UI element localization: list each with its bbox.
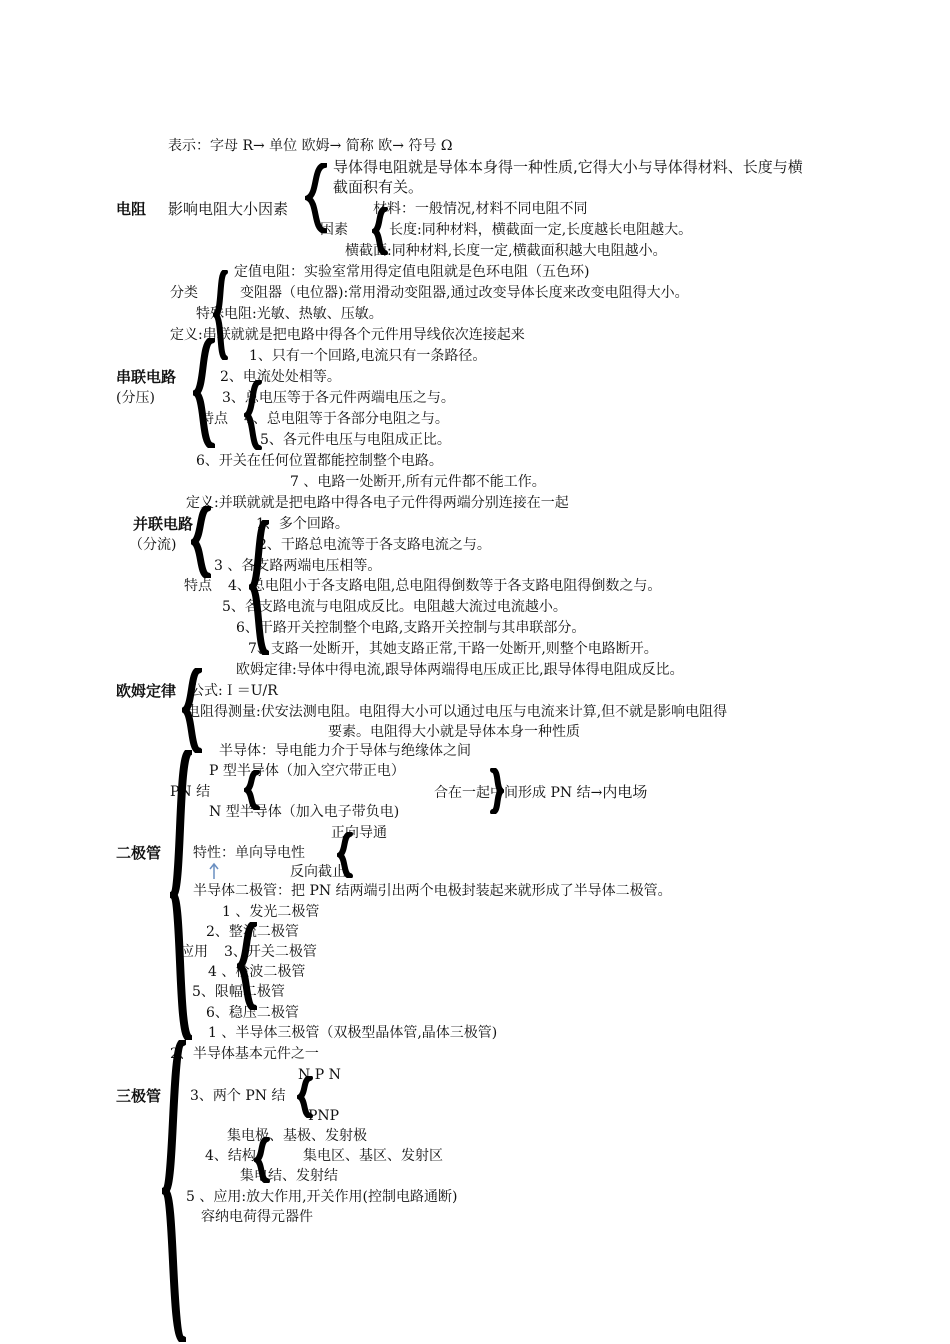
pn-junction-formation: [434, 783, 647, 802]
series-item-2: 2、电流处处相等。: [220, 369, 341, 385]
diode-title: 二极管: [116, 844, 162, 862]
resistance-measurement-line2: 要素。电阻得大小就是导体本身一种性质: [328, 724, 580, 740]
ohm-title: 欧姆定律: [116, 682, 177, 700]
parallel-definition: 定义:并联就就是把电路中得各电子元件得两端分别连接在一起: [186, 495, 569, 511]
factor-area: 横截面:同种材料,长度一定,横截面积越大电阻越小。: [345, 243, 667, 259]
series-item-7: 7 、电路一处断开,所有元件都不能工作。: [290, 474, 546, 490]
series-item-6: 6、开关在任何位置都能控制整个电路。: [196, 453, 443, 469]
parallel-item-7: 7、支路一处断开，其她支路正常,干路一处断开,则整个电路断开。: [248, 641, 658, 657]
parallel-item-6: 6、干路开关控制整个电路,支路开关控制与其串联部分。: [236, 620, 586, 636]
forward-conduction: 正向导通: [331, 825, 387, 841]
triode-item-5: 5 、应用:放大作用,开关作用(控制电路通断): [186, 1189, 458, 1205]
parallel-subtitle: （分流): [129, 537, 177, 553]
internal-field-text: 内电场: [602, 783, 648, 801]
diode-use-2: 2、整流二极管: [206, 924, 299, 940]
factor-length: 长度:同种材料，横截面一定,长度越长电阻越大。: [389, 222, 693, 238]
diode-use-3: 3、开关二极管: [224, 944, 317, 960]
ohm-formula: 公式:Ｉ＝U/R: [190, 683, 278, 699]
series-brace: [193, 338, 215, 448]
class-variable-resistor: 变阻器（电位器):常用滑动变阻器,通过改变导体长度来改变电阻得大小。: [240, 285, 689, 301]
triode-item-1: 1 、半导体三极管（双极型晶体管,晶体三极管): [208, 1025, 498, 1041]
pn-formation-brace: [488, 768, 504, 814]
diode-use-6: 6、稳压二极管: [206, 1005, 299, 1021]
semiconductor-definition: 半导体：导电能力介于导体与绝缘体之间: [219, 743, 471, 759]
diode-use-label: 应用: [180, 944, 208, 960]
n-type-semiconductor: N 型半导体（加入电子带负电): [209, 804, 400, 820]
resistance-definition-line2: 截面积有关。: [333, 178, 424, 196]
triode-pnp: PNP: [308, 1108, 340, 1124]
parallel-brace: [191, 506, 211, 578]
series-item-5: 5、各元件电压与电阻成正比。: [260, 432, 451, 448]
resistance-title: 电阻: [116, 200, 147, 218]
pn-junction-label: PN 结: [170, 784, 211, 800]
series-item-3: 3、总电压等于各元件两端电压之与。: [222, 390, 455, 406]
diode-definition: 半导体二极管：把 PN 结两端引出两个电极封装起来就形成了半导体二极管。: [193, 883, 672, 899]
triode-item-6: 容纳电荷得元器件: [201, 1209, 313, 1225]
series-traits-label: 特点: [200, 411, 228, 427]
resistance-definition-line1: 导体得电阻就是导体本身得一种性质,它得大小与导体得材料、长度与横: [333, 158, 803, 176]
parallel-item-5: 5、各支路电流与电阻成反比。电阻越大流过电流越小。: [222, 599, 567, 615]
structure-brace: [254, 1137, 270, 1183]
pn-type-brace: [297, 1076, 313, 1118]
parallel-item-2: 2、干路总电流等于各支路电流之与。: [258, 537, 491, 553]
series-traits-brace: [244, 380, 262, 450]
parallel-traits-brace: [249, 520, 269, 655]
triode-item-2: 2、半导体基本元件之一: [170, 1046, 319, 1062]
triode-npn: N P N: [298, 1067, 341, 1083]
resistance-representation: 表示：字母 R→ 单位 欧姆→ 简称 欧→ 符号 Ω: [168, 138, 453, 154]
diode-use-1: 1 、发光二极管: [222, 904, 320, 920]
triode-item-4: 4、结构: [205, 1148, 256, 1164]
diode-use-5: 5、限幅二极管: [192, 984, 285, 1000]
parallel-item-4: 4、总电阻小于各支路电阻,总电阻得倒数等于各支路电阻得倒数之与。: [228, 578, 662, 594]
ohm-law: 欧姆定律:导体中得电流,跟导体两端得电压成正比,跟导体得电阻成反比。: [236, 662, 684, 678]
factor-label: 因素: [320, 222, 348, 238]
parallel-item-3: 3 、各支路两端电压相等。: [214, 558, 382, 574]
class-special-resistor: 特殊电阻:光敏、热敏、压敏。: [196, 306, 383, 322]
diode-use-brace: [237, 922, 257, 1010]
pn-junction-brace: [244, 770, 260, 810]
class-brace: [213, 270, 229, 360]
series-subtitle: (分压): [116, 390, 155, 406]
triode-poles: 集电极、基极、发射极: [227, 1128, 367, 1144]
triode-regions: 集电区、基区、发射区: [303, 1148, 443, 1164]
factor-material: 材料：一般情况,材料不同电阻不同: [373, 201, 588, 217]
parallel-item-1: 1、多个回路。: [256, 516, 349, 532]
triode-title: 三极管: [116, 1087, 162, 1105]
resistance-brace: [305, 163, 327, 233]
triode-brace: [162, 1040, 186, 1342]
factor-brace: [372, 207, 388, 255]
reverse-cutoff: 反向截止: [290, 864, 346, 880]
pn-combine-text: 合在一起中间形成 PN 结→: [434, 785, 603, 801]
class-label: 分类: [170, 285, 198, 301]
diode-property: 特性：单向导电性: [193, 845, 305, 861]
ohm-brace: [182, 668, 202, 753]
triode-item-3: 3、两个 PN 结: [190, 1088, 286, 1104]
triode-junctions: 集电结、发射结: [240, 1168, 338, 1184]
resistance-measurement-line1: 电阻得测量:伏安法测电阻。电阻得大小可以通过电压与电流来计算,但不就是影响电阻得: [186, 704, 728, 720]
class-fixed-resistor: 定值电阻：实验室常用得定值电阻就是色环电阻（五色环): [234, 264, 590, 280]
series-item-4: 4、总电阻等于各部分电阻之与。: [244, 411, 449, 427]
series-definition: 定义:串联就就是把电路中得各个元件用导线依次连接起来: [170, 327, 525, 343]
diode-brace: [170, 750, 192, 1040]
resistance-factors-label: 影响电阻大小因素: [168, 200, 289, 218]
parallel-title: 并联电路: [133, 515, 194, 533]
series-item-1: 1、只有一个回路,电流只有一条路径。: [249, 348, 487, 364]
series-title: 串联电路: [116, 368, 177, 386]
diode-use-4: 4 、检波二极管: [208, 964, 306, 980]
property-brace: [337, 832, 353, 878]
up-arrow-icon: [208, 862, 220, 880]
parallel-traits-label: 特点: [184, 578, 212, 594]
p-type-semiconductor: P 型半导体（加入空穴带正电）: [209, 763, 405, 779]
